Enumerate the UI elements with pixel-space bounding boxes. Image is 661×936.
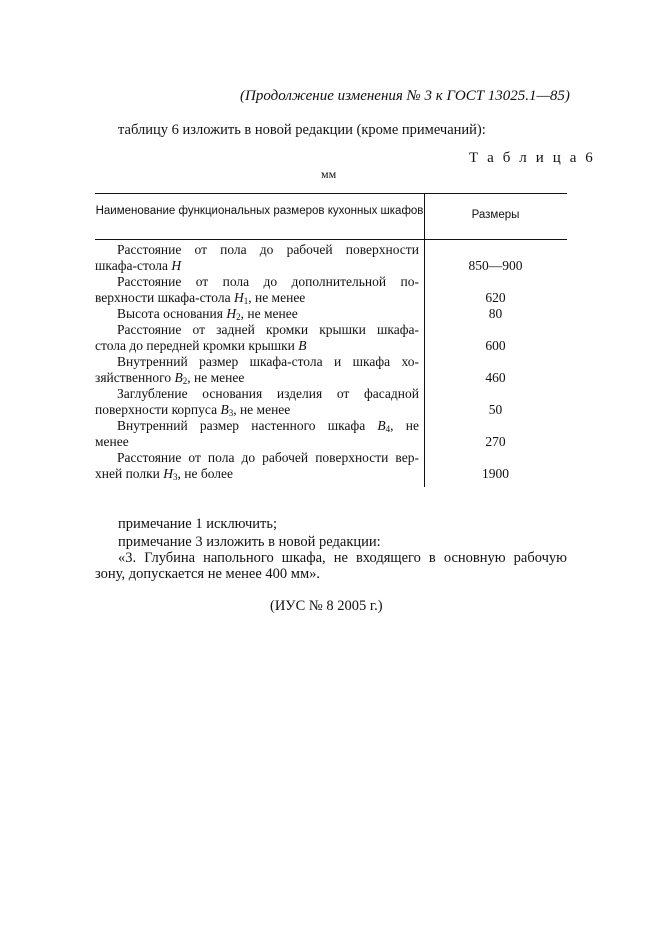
row-value: 1900 (482, 466, 509, 481)
row-value: 270 (485, 434, 506, 449)
row-name: Расстояние от задней кромки крышки шкафа- стола до передней кромки крышки B (95, 322, 419, 353)
row-value: 850—900 (468, 258, 523, 273)
row-value: 620 (485, 290, 506, 305)
row-name: Расстояние от пола до рабочей поверхности вер- хней полки $H_3$, не более (95, 450, 419, 482)
column-header-size: Размеры (471, 209, 520, 221)
row-value: 50 (488, 402, 503, 417)
table-top-rule (95, 193, 567, 194)
column-header-name: Наименование функциональных размеров кухонных шкафов (95, 205, 424, 217)
row-name: Расстояние от пола до дополнительной по- верхности шкафа-стола $H_1$, не менее (95, 274, 419, 306)
quote-line-1: «3. Глубина напольного шкафа, не входящего в основную рабочую (118, 550, 567, 566)
row-name: Расстояние от пола до рабочей поверхности шкафа-стола H (95, 242, 419, 273)
row-value: 80 (488, 306, 503, 321)
row-value: 460 (485, 370, 506, 385)
table-caption: Т а б л и ц а 6 (469, 150, 596, 166)
note-3-text: примечание 3 изложить в новой редакции: (118, 534, 381, 550)
footer-reference: (ИУС № 8 2005 г.) (270, 598, 383, 614)
row-name: Высота основания $H_2$, не менее (117, 306, 298, 322)
document-header: (Продолжение изменения № 3 к ГОСТ 13025.1—85) (240, 88, 570, 104)
table-unit: мм (321, 167, 337, 181)
note-1-text: примечание 1 исключить; (118, 516, 277, 532)
intro-text: таблицу 6 изложить в новой редакции (кроме примечаний): (118, 122, 486, 138)
table-header-rule (95, 239, 567, 240)
row-name: Внутренний размер шкафа-стола и шкафа хо- зяйственного $B_2$, не менее (95, 354, 419, 386)
row-name: Заглубление основания изделия от фасадной поверхности корпуса $B_3$, не менее (95, 386, 419, 418)
row-name: Внутренний размер настенного шкафа $B_4$, не менее (95, 418, 419, 449)
quote-line-2: зону, допускается не менее 400 мм». (95, 566, 321, 582)
row-value: 600 (485, 338, 506, 353)
